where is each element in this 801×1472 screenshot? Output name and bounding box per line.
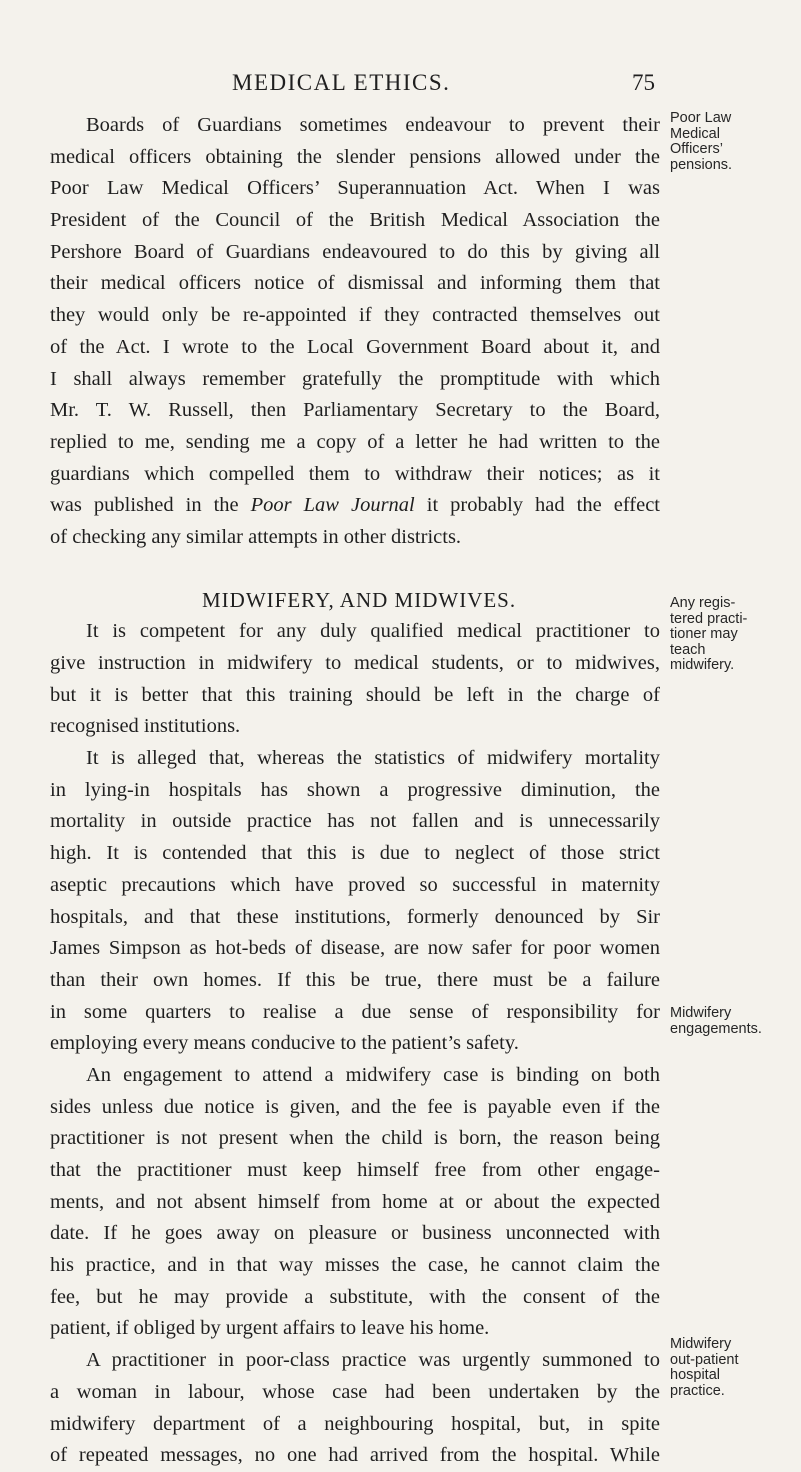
text-fragment: was published in the	[50, 494, 251, 517]
text-line: ments, and not absent himself from home at or about the expected	[50, 1190, 660, 1213]
text-line: President of the Council of the British Medical Association the	[50, 209, 660, 232]
text-line: that the practitioner must keep himself free from other engage-	[50, 1159, 660, 1181]
journal-title: Poor Law Journal	[250, 494, 415, 517]
margin-note-line: tered practi-	[670, 610, 748, 627]
text-line: give instruction in midwifery to medical students, or to midwives,	[50, 652, 660, 674]
text-fragment: it probably had the effect	[414, 494, 660, 517]
margin-note-line: Medical	[670, 125, 720, 142]
margin-note-line: practice.	[670, 1382, 725, 1399]
text-line: of the Act. I wrote to the Local Government Board about it, and	[50, 335, 660, 358]
text-line: A practitioner in poor-class practice was urgently summoned to	[86, 1349, 660, 1372]
paragraph-outpatient-case	[50, 1345, 660, 1472]
margin-note-outpatient	[670, 1337, 798, 1399]
text-line: aseptic precautions which have proved so successful in maternity	[50, 873, 660, 896]
text-line: than their own homes. If this be true, there must be a failure	[50, 968, 660, 991]
text-line: Mr. T. W. Russell, then Parliamentary Secretary to the Board,	[50, 399, 660, 422]
text-line: Pershore Board of Guardians endeavoured to do this by giving all	[50, 240, 660, 263]
paragraph-guardians-pensions	[50, 110, 660, 554]
text-line: date. If he goes away on pleasure or business unconnected with	[50, 1222, 660, 1245]
text-line: his practice, and in that way misses the case, he cannot claim the	[50, 1254, 660, 1277]
text-line: Poor Law Medical Officers’ Superannuation Act. When I was	[50, 177, 660, 200]
text-line: An engagement to attend a midwifery case is binding on both	[86, 1063, 660, 1086]
margin-note-line: tioner may	[670, 626, 738, 642]
text-line: of repeated messages, no one had arrived from the hospital. While	[50, 1444, 660, 1467]
margin-note-line: out-patient	[670, 1351, 739, 1368]
text-line: a woman in labour, whose case had been undertaken by the	[50, 1380, 660, 1403]
text-line-with-journal-title	[50, 490, 660, 522]
text-line: in some quarters to realise a due sense of responsibility for	[50, 1000, 660, 1023]
margin-note-line: Midwifery	[670, 1336, 732, 1352]
margin-note-line: pensions.	[670, 156, 733, 173]
text-line: James Simpson as hot-beds of disease, are now safer for poor women	[50, 937, 660, 960]
text-line: high. It is contended that this is due to neglect of those strict	[50, 842, 660, 865]
text-line: patient, if obliged by urgent affairs to leave his home.	[50, 1317, 490, 1340]
paragraph-engagements	[50, 1060, 660, 1345]
text-line: employing every means conducive to the patient’s safety.	[50, 1032, 519, 1055]
margin-note-line: Officers’	[670, 141, 723, 157]
text-line: medical officers obtaining the slender pensions allowed under the	[50, 145, 660, 168]
margin-note-line: Any regis-	[670, 595, 736, 611]
paragraph-mortality	[50, 743, 660, 1060]
running-title: MEDICAL ETHICS.	[232, 70, 451, 95]
text-line: It is alleged that, whereas the statistics of midwifery mortality	[86, 747, 660, 770]
margin-note-teaching	[670, 596, 798, 674]
page-header	[0, 66, 801, 102]
text-line: fee, but he may provide a substitute, with the consent of the	[50, 1285, 660, 1308]
text-line: mortality in outside practice has not fallen and is unnecessarily	[50, 810, 660, 833]
text-line: guardians which compelled them to withdraw their notices; as it	[50, 462, 660, 485]
margin-note-line: Midwifery	[670, 1005, 732, 1021]
text-line: of checking any similar attempts in other districts.	[50, 525, 462, 548]
text-line: practitioner is not present when the child is born, the reason being	[50, 1127, 660, 1150]
text-line: hospitals, and that these institutions, formerly denounced by Sir	[50, 905, 660, 928]
text-line: they would only be re-appointed if they contracted themselves out	[50, 304, 660, 327]
section-heading: MIDWIFERY, AND MIDWIVES.	[202, 587, 517, 612]
page-number: 75	[632, 70, 655, 95]
text-line: replied to me, sending me a copy of a letter he had written to the	[50, 430, 660, 453]
text-line: their medical officers notice of dismissal and informing them that	[50, 272, 660, 295]
body-text	[50, 110, 660, 1472]
text-line: Boards of Guardians sometimes endeavour to prevent their	[86, 114, 660, 136]
margin-note-line: hospital	[670, 1367, 720, 1383]
margin-note-poor-law	[670, 111, 798, 173]
text-line: but it is better that this training should be left in the charge of	[50, 683, 660, 706]
paragraph-midwifery-teaching	[50, 616, 660, 743]
text-line: I shall always remember gratefully the promptitude with which	[50, 367, 660, 390]
text-line: in lying-in hospitals has shown a progressive diminution, the	[50, 778, 660, 801]
margin-note-line: teach	[670, 641, 706, 658]
text-line: It is competent for any duly qualified medical practitioner to	[86, 620, 660, 643]
text-line: sides unless due notice is given, and the fee is payable even if the	[50, 1095, 660, 1118]
margin-note-line: engagements.	[670, 1020, 762, 1037]
text-line: midwifery department of a neighbouring hospital, but, in spite	[50, 1412, 660, 1435]
margin-note-line: midwifery.	[670, 657, 735, 673]
text-line: recognised institutions.	[50, 715, 241, 738]
margin-note-line: Poor Law	[670, 110, 732, 126]
margin-note-engagements	[670, 1006, 798, 1037]
